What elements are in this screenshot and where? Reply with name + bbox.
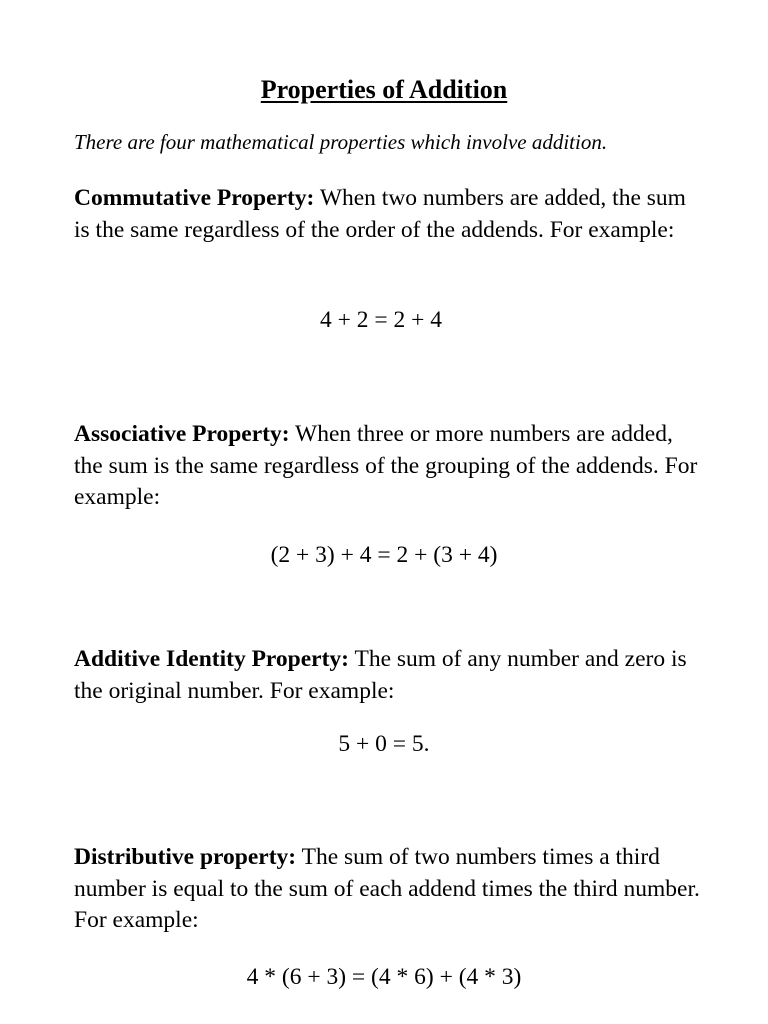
intro-text: There are four mathematical properties which involve addition.: [74, 130, 608, 154]
commutative-property-text: When two numbers are added, the sum is the same regardless of the order of the addends. For example:: [74, 185, 686, 243]
associative-property-text: When three or more numbers are added, the sum is the same regardless of the grouping of the addends. For example:: [74, 421, 698, 510]
commutative-property-paragraph: [74, 183, 706, 246]
page-title: Properties of Addition: [260, 75, 508, 104]
associative-property-paragraph: [74, 419, 706, 514]
additive-identity-property-text: The sum of any number and zero is the original number. For example:: [74, 646, 687, 704]
distributive-property-example: 4 * (6 + 3) = (4 * 6) + (4 * 3): [246, 964, 522, 990]
distributive-property-term: Distributive property:: [74, 844, 297, 870]
additive-identity-property-paragraph: [74, 644, 706, 707]
associative-property-example: (2 + 3) + 4 = 2 + (3 + 4): [270, 542, 498, 568]
associative-property-term: Associative Property:: [74, 421, 290, 447]
additive-identity-property-term: Additive Identity Property:: [74, 646, 350, 672]
additive-identity-property-example: 5 + 0 = 5.: [338, 731, 430, 757]
distributive-property-paragraph: [74, 842, 706, 937]
commutative-property-term: Commutative Property:: [74, 185, 315, 211]
commutative-property-example: 4 + 2 = 2 + 4: [319, 307, 442, 333]
distributive-property-text: The sum of two numbers times a third number is equal to the sum of each addend times the third number. For example:: [74, 844, 700, 933]
